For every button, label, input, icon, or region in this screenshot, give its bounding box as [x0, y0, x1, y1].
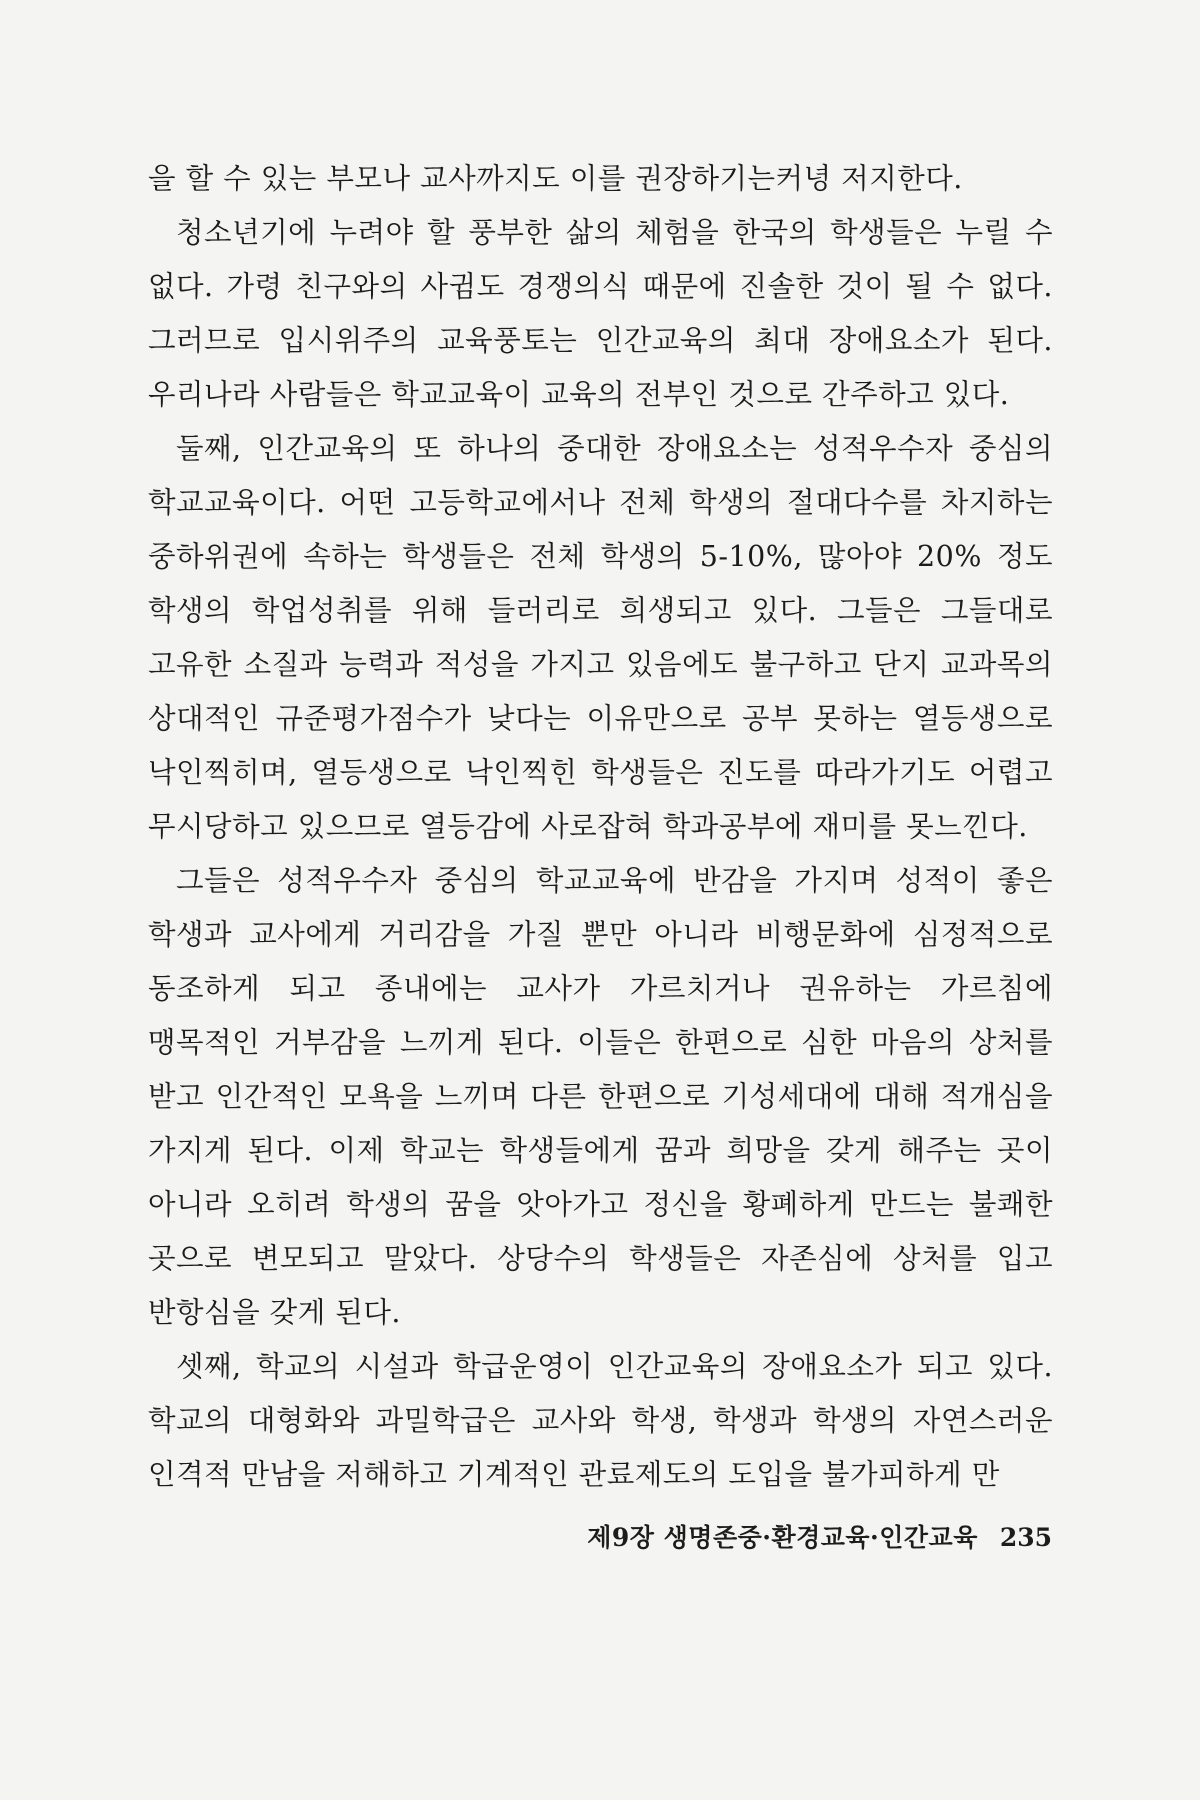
page-number: 235 — [999, 1523, 1052, 1552]
chapter-title: 제9장 생명존중·환경교육·인간교육 — [587, 1523, 978, 1552]
paragraph-student-resentment: 그들은 성적우수자 중심의 학교교육에 반감을 가지며 성적이 좋은 학생과 교사에게 거리감을 가질 뿐만 아니라 비행문화에 심정적으로 동조하게 되고 종내에는 교사가 가르치거나 권유하는 가르침에 맹목적인 거부감을 느끼게 된다. 이들은 한편으로 심한 마음의 상처를 받고 인간적인 모욕을 느끼며 다른 한편으로 기성세대에 대해 적개심을 가지게 된다. 이제 학교는 학생들에게 꿈과 희망을 갖게 해주는 곳이 아니라 오히려 학생의 꿈을 앗아가고 정신을 황폐하게 만드는 불쾌한 곳으로 변모되고 말았다. 상당수의 학생들은 자존심에 상처를 입고 반항심을 갖게 된다. — [148, 864, 1053, 1329]
paragraph-youth-experience: 청소년기에 누려야 할 풍부한 삶의 체험을 한국의 학생들은 누릴 수 없다. 가령 친구와의 사귐도 경쟁의식 때문에 진솔한 것이 될 수 없다. 그러므로 입시위주의 교육풍토는 인간교육의 최대 장애요소가 된다. 우리나라 사람들은 학교교육이 교육의 전부인 것으로 간주하고 있다. — [148, 216, 1053, 411]
running-footer — [587, 1518, 1052, 1554]
paragraph-second-obstacle: 둘째, 인간교육의 또 하나의 중대한 장애요소는 성적우수자 중심의 학교교육이다. 어떤 고등학교에서나 전체 학생의 절대다수를 차지하는 중하위권에 속하는 학생들은 전체 학생의 5-10%, 많아야 20% 정도 학생의 학업성취를 위해 들러리로 희생되고 있다. 그들은 그들대로 고유한 소질과 능력과 적성을 가지고 있음에도 불구하고 단지 교과목의 상대적인 규준평가점수가 낮다는 이유만으로 공부 못하는 열등생으로 낙인찍히며, 열등생으로 낙인찍힌 학생들은 진도를 따라가기도 어렵고 무시당하고 있으므로 열등감에 사로잡혀 학과공부에 재미를 못느낀다. — [148, 432, 1053, 843]
paragraph-continuation: 을 할 수 있는 부모나 교사까지도 이를 권장하기는커녕 저지한다. — [148, 162, 963, 195]
body-text — [148, 152, 1053, 1502]
paragraph-third-obstacle: 셋째, 학교의 시설과 학급운영이 인간교육의 장애요소가 되고 있다. 학교의 대형화와 과밀학급은 교사와 학생, 학생과 학생의 자연스러운 인격적 만남을 저해하고 기계적인 관료제도의 도입을 불가피하게 만 — [148, 1350, 1053, 1491]
